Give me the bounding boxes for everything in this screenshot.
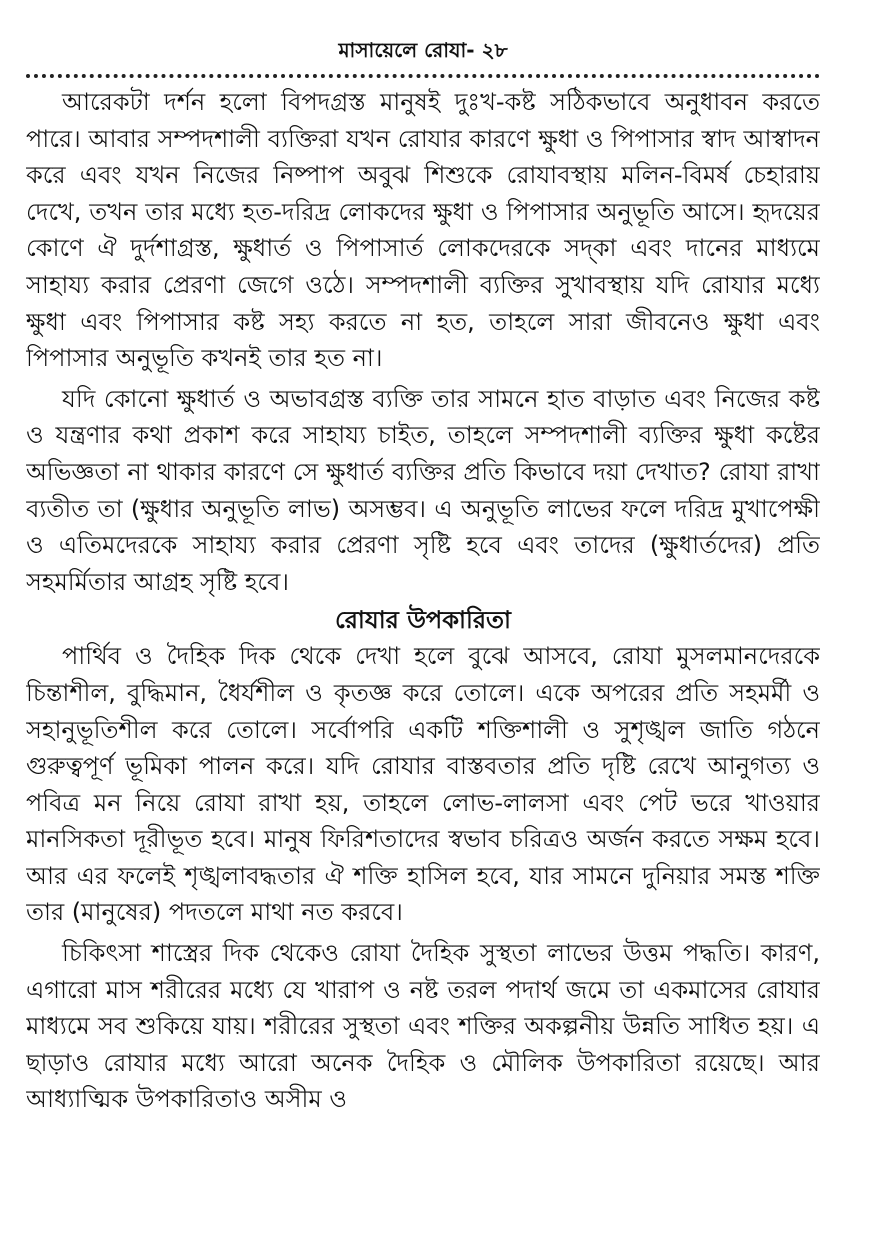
section-heading: রোযার উপকারিতা	[334, 606, 511, 635]
running-header: মাসায়েলে রোযা- ২৮	[338, 38, 508, 62]
book-page	[26, 0, 820, 1252]
paragraph-2: যদি কোনো ক্ষুধার্ত ও অভাবগ্রস্ত ব্যক্তি তার সামনে হাত বাড়াত এবং নিজের কষ্ট ও যন্ত্রণার কথা প্রকাশ করে সাহায্য চাইত, তাহলে সম্পদশালী ব্যক্তির ক্ষুধা কষ্টের অভিজ্ঞতা না থাকার কারণে সে ক্ষুধার্ত ব্যক্তির প্রতি কিভাবে দয়া দেখাত? রোযা রাখা ব্যতীত তা (ক্ষুধার অনুভূতি লাভ) অসম্ভব। এ অনুভূতি লাভের ফলে দরিদ্র মুখাপেক্ষী ও এতিমদেরকে সাহায্য করার প্রেরণা সৃষ্টি হবে এবং তাদের (ক্ষুধার্তদের) প্রতি সহমর্মিতার আগ্রহ সৃষ্টি হবে।	[26, 384, 820, 596]
dotted-divider	[26, 74, 820, 78]
page-body	[26, 84, 820, 1256]
paragraph-1: আরেকটা দর্শন হলো বিপদগ্রস্ত মানুষই দুঃখ-কষ্ট সঠিকভাবে অনুধাবন করতে পারে। আবার সম্পদশালী ব্যক্তিরা যখন রোযার কারণে ক্ষুধা ও পিপাসার স্বাদ আস্বাদন করে এবং যখন নিজের নিষ্পাপ অবুঝ শিশুকে রোযাবস্থায় মলিন-বিমর্ষ চেহারায় দেখে, তখন তার মধ্যে হত-দরিদ্র লোকদের ক্ষুধা ও পিপাসার অনুভূতি আসে। হৃদয়ের কোণে ঐ দুর্দশাগ্রস্ত, ক্ষুধার্ত ও পিপাসার্ত লোকদেরকে সদ্‌কা এবং দানের মাধ্যমে সাহায্য করার প্রেরণা জেগে ওঠে। সম্পদশালী ব্যক্তির সুখাবস্থায় যদি রোযার মধ্যে ক্ষুধা এবং পিপাসার কষ্ট সহ্য করতে না হত, তাহলে সারা জীবনেও ক্ষুধা এবং পিপাসার অনুভূতি কখনই তার হত না।	[26, 88, 820, 373]
section-paragraph-2: চিকিৎসা শাস্ত্রের দিক থেকেও রোযা দৈহিক সুস্থতা লাভের উত্তম পদ্ধতি। কারণ, এগারো মাস শরীরের মধ্যে যে খারাপ ও নষ্ট তরল পদার্থ জমে তা একমাসের রোযার মাধ্যমে সব শুকিয়ে যায়। শরীরের সুস্থতা এবং শক্তির অকল্পনীয় উন্নতি সাধিত হয়। এ ছাড়াও রোযার মধ্যে আরো অনেক দৈহিক ও মৌলিক উপকারিতা রয়েছে। আর আধ্যাত্মিক উপকারিতাও অসীম ও	[26, 939, 820, 1114]
section-paragraph-1: পার্থিব ও দৈহিক দিক থেকে দেখা হলে বুঝে আসবে, রোযা মুসলমানদেরকে চিন্তাশীল, বুদ্ধিমান, ধৈর্যশীল ও কৃতজ্ঞ করে তোলে। একে অপরের প্রতি সহমর্মী ও সহানুভূতিশীল করে তোলে। সর্বোপরি একটি শক্তিশালী ও সুশৃঙ্খল জাতি গঠনে গুরুত্বপূর্ণ ভূমিকা পালন করে। যদি রোযার বাস্তবতার প্রতি দৃষ্টি রেখে আনুগত্য ও পবিত্র মন নিয়ে রোযা রাখা হয়, তাহলে লোভ-লালসা এবং পেট ভরে খাওয়ার মানসিকতা দূরীভূত হবে। মানুষ ফিরিশতাদের স্বভাব চরিত্রও অর্জন করতে সক্ষম হবে। আর এর ফলেই শৃঙ্খলাবদ্ধতার ঐ শক্তি হাসিল হবে, যার সামনে দুনিয়ার সমস্ত শক্তি তার (মানুষের) পদতলে মাথা নত করবে।	[26, 642, 820, 927]
